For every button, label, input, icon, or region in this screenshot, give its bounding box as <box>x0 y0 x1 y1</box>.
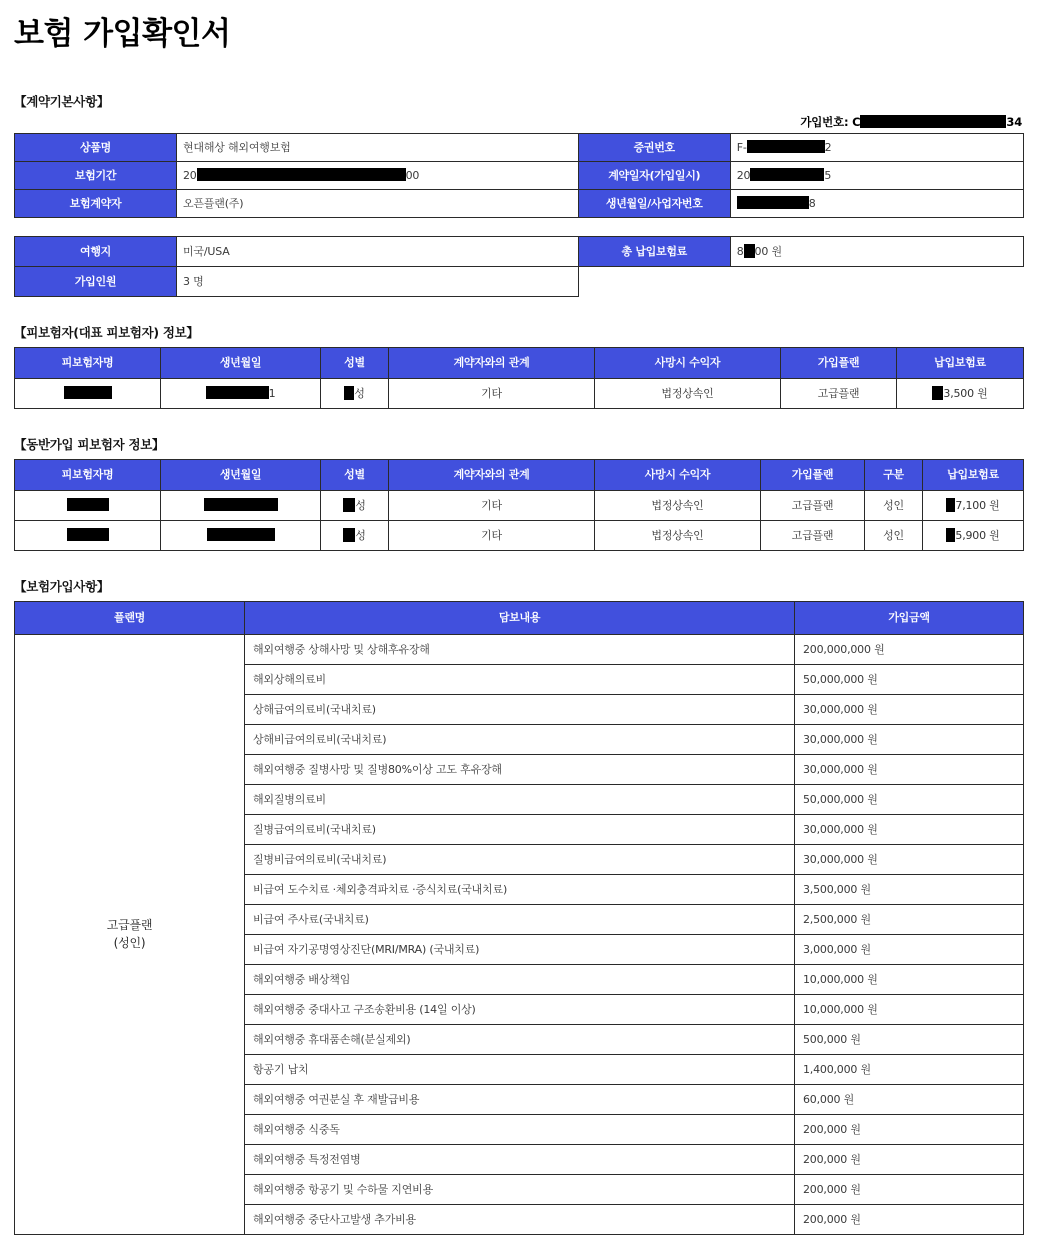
cell-insured-name <box>15 521 161 551</box>
certificate-number-suffix: 2 <box>824 140 832 154</box>
cell-coverage-amount: 10,000,000 원 <box>795 995 1024 1025</box>
row-value-total-premium <box>730 237 1023 267</box>
policy-number-label: 가입번호: C <box>800 115 861 130</box>
cell-coverage-amount: 500,000 원 <box>795 1025 1024 1055</box>
col-plan-name: 플랜명 <box>15 602 245 635</box>
row-label-contract-date: 계약일자(가입일시) <box>578 162 730 190</box>
row-value-policyholder: 오픈플랜(주) <box>177 190 579 218</box>
redaction-bar-birthdate <box>204 498 278 511</box>
cell-coverage-amount: 200,000 원 <box>795 1175 1024 1205</box>
cell-coverage-amount: 2,500,000 원 <box>795 905 1024 935</box>
table-row <box>578 134 1023 162</box>
cell-premium <box>923 491 1024 521</box>
trip-left <box>14 236 579 297</box>
contract-basics-block <box>14 133 1024 218</box>
row-label-total-premium: 총 납입보험료 <box>578 237 730 267</box>
cell-coverage-amount: 50,000,000 원 <box>795 665 1024 695</box>
col-plan: 가입플랜 <box>781 348 897 379</box>
row-value-birthdate-or-bizno <box>730 190 1023 218</box>
insured-companion-table <box>14 459 1024 551</box>
row-label-product-name: 상품명 <box>15 134 177 162</box>
cell-coverage-name: 해외여행중 특정전염병 <box>245 1145 795 1175</box>
col-beneficiary: 사망시 수익자 <box>595 348 781 379</box>
cell-coverage-name: 해외질병의료비 <box>245 785 795 815</box>
row-label-birthdate-or-bizno: 생년월일/사업자번호 <box>578 190 730 218</box>
table-row <box>15 267 579 297</box>
cell-coverage-name: 상해비급여의료비(국내치료) <box>245 725 795 755</box>
cell-coverage-name: 해외상해의료비 <box>245 665 795 695</box>
col-coverage-detail: 담보내용 <box>245 602 795 635</box>
col-plan: 가입플랜 <box>761 460 865 491</box>
row-label-certificate-number: 증권번호 <box>578 134 730 162</box>
cell-coverage-name: 해외여행중 휴대품손해(분실제외) <box>245 1025 795 1055</box>
redaction-bar-gender <box>344 386 354 400</box>
col-insured-name: 피보험자명 <box>15 348 161 379</box>
row-label-policyholder: 보험계약자 <box>15 190 177 218</box>
col-insured-name: 피보험자명 <box>15 460 161 491</box>
redaction-bar-birthdate <box>206 386 269 399</box>
table-row <box>15 190 579 218</box>
redaction-bar-certificate-number <box>747 140 825 153</box>
redaction-bar-insurance-period <box>197 168 406 181</box>
birthdate-suffix: 1 <box>268 386 276 400</box>
total-premium-suffix: 00 원 <box>754 244 782 258</box>
contract-date-prefix: 20 <box>736 168 751 182</box>
total-premium-table <box>578 236 1024 267</box>
insurance-period-suffix: 00 <box>405 168 420 182</box>
contract-date-suffix: 5 <box>824 168 832 182</box>
redaction-bar-insured-name <box>67 528 109 541</box>
section-heading-insured-main: 【피보험자(대표 피보험자) 정보】 <box>14 325 199 341</box>
row-value-destination: 미국/USA <box>177 237 579 267</box>
redaction-bar-insured-name <box>64 386 112 399</box>
table-row <box>15 162 579 190</box>
cell-plan: 고급플랜 <box>781 379 897 409</box>
col-premium: 납입보험료 <box>923 460 1024 491</box>
table-row <box>15 521 1024 551</box>
gender-suffix: 성 <box>354 386 365 400</box>
col-beneficiary: 사망시 수익자 <box>595 460 761 491</box>
premium-suffix: 5,900 원 <box>955 528 1000 542</box>
cell-coverage-name: 해외여행중 중대사고 구조송환비용 (14일 이상) <box>245 995 795 1025</box>
gender-suffix: 성 <box>355 528 366 542</box>
cell-coverage-amount: 200,000 원 <box>795 1145 1024 1175</box>
redaction-bar-gender <box>343 498 355 512</box>
cell-coverage-amount: 3,500,000 원 <box>795 875 1024 905</box>
coverage-table <box>14 601 1024 1235</box>
col-relation: 계약자와의 관계 <box>389 348 595 379</box>
row-label-destination: 여행지 <box>15 237 177 267</box>
row-value-product-name: 현대해상 해외여행보험 <box>177 134 579 162</box>
premium-suffix: 3,500 원 <box>943 386 988 400</box>
birthdate-or-bizno-suffix: 8 <box>808 196 816 210</box>
total-premium-prefix: 8 <box>736 244 744 258</box>
cell-coverage-amount: 200,000 원 <box>795 1115 1024 1145</box>
col-gender: 성별 <box>321 348 389 379</box>
cell-gender <box>321 379 389 409</box>
redaction-bar-gender <box>343 528 355 542</box>
cell-coverage-name: 비급여 자기공명영상진단(MRI/MRA) (국내치료) <box>245 935 795 965</box>
premium-suffix: 7,100 원 <box>955 498 1000 512</box>
trip-table <box>14 236 579 297</box>
cell-plan: 고급플랜 <box>761 521 865 551</box>
cell-beneficiary: 법정상속인 <box>595 379 781 409</box>
cell-coverage-name: 질병급여의료비(국내치료) <box>245 815 795 845</box>
cell-birthdate <box>161 521 321 551</box>
redaction-bar-insured-name <box>67 498 109 511</box>
policy-number <box>14 116 1024 130</box>
col-premium: 납입보험료 <box>897 348 1024 379</box>
cell-coverage-amount: 10,000,000 원 <box>795 965 1024 995</box>
cell-coverage-name: 질병비급여의료비(국내치료) <box>245 845 795 875</box>
cell-coverage-name: 상해급여의료비(국내치료) <box>245 695 795 725</box>
cell-category: 성인 <box>865 491 923 521</box>
cell-coverage-name: 해외여행중 항공기 및 수하물 지연비용 <box>245 1175 795 1205</box>
col-coverage-amount: 가입금액 <box>795 602 1024 635</box>
contract-basics-left <box>14 133 579 218</box>
cell-coverage-name: 비급여 주사료(국내치료) <box>245 905 795 935</box>
redaction-bar-total-premium <box>744 244 755 258</box>
table-row <box>578 190 1023 218</box>
certificate-number-prefix: F- <box>736 140 747 154</box>
trip-right <box>578 236 1024 297</box>
table-row <box>15 491 1024 521</box>
cell-coverage-name: 해외여행중 상해사망 및 상해후유장해 <box>245 635 795 665</box>
cell-beneficiary: 법정상속인 <box>595 521 761 551</box>
table-header-row <box>15 348 1024 379</box>
col-gender: 성별 <box>321 460 389 491</box>
cell-coverage-amount: 30,000,000 원 <box>795 695 1024 725</box>
row-label-member-count: 가입인원 <box>15 267 177 297</box>
cell-coverage-name: 항공기 납치 <box>245 1055 795 1085</box>
row-value-member-count: 3 명 <box>177 267 579 297</box>
redaction-bar-premium <box>946 528 955 542</box>
contract-basics-left-table <box>14 133 579 218</box>
cell-coverage-amount: 30,000,000 원 <box>795 845 1024 875</box>
trip-block <box>14 236 1024 297</box>
cell-coverage-amount: 200,000 원 <box>795 1205 1024 1235</box>
cell-plan-name <box>15 635 245 1235</box>
section-heading-coverage: 【보험가입사항】 <box>14 579 110 595</box>
cell-category: 성인 <box>865 521 923 551</box>
table-row <box>578 162 1023 190</box>
col-birthdate: 생년월일 <box>161 348 321 379</box>
cell-plan: 고급플랜 <box>761 491 865 521</box>
cell-birthdate <box>161 491 321 521</box>
redaction-bar-contract-date <box>750 168 824 181</box>
coverage-table-body <box>15 635 1024 1235</box>
plan-name-line1: 고급플랜 <box>106 918 153 933</box>
contract-basics-right-table <box>578 133 1024 218</box>
cell-coverage-name: 해외여행중 여권분실 후 재발급비용 <box>245 1085 795 1115</box>
cell-insured-name <box>15 491 161 521</box>
cell-gender <box>321 521 389 551</box>
redaction-bar-birthdate <box>207 528 275 541</box>
cell-coverage-name: 비급여 도수치료 ·체외충격파치료 ·증식치료(국내치료) <box>245 875 795 905</box>
cell-beneficiary: 법정상속인 <box>595 491 761 521</box>
insurance-period-prefix: 20 <box>183 168 197 182</box>
col-category: 구분 <box>865 460 923 491</box>
redaction-bar-premium <box>932 386 943 400</box>
redaction-bar-policy-number <box>860 115 1006 128</box>
insured-main-table <box>14 347 1024 409</box>
table-header-row <box>15 602 1024 635</box>
cell-premium <box>923 521 1024 551</box>
table-header-row <box>15 460 1024 491</box>
cell-birthdate <box>161 379 321 409</box>
cell-relation: 기타 <box>389 491 595 521</box>
contract-basics-right <box>578 133 1024 218</box>
cell-coverage-name: 해외여행중 배상책임 <box>245 965 795 995</box>
cell-relation: 기타 <box>389 379 595 409</box>
cell-coverage-name: 해외여행중 중단사고발생 추가비용 <box>245 1205 795 1235</box>
section-heading-contract-basics: 【계약기본사항】 <box>14 94 110 110</box>
cell-coverage-amount: 200,000,000 원 <box>795 635 1024 665</box>
page-title: 보험 가입확인서 <box>14 16 231 52</box>
row-label-insurance-period: 보험기간 <box>15 162 177 190</box>
cell-coverage-amount: 30,000,000 원 <box>795 755 1024 785</box>
cell-coverage-name: 해외여행중 질병사망 및 질병80%이상 고도 후유장해 <box>245 755 795 785</box>
table-row <box>15 237 579 267</box>
plan-name-line2: (성인) <box>113 935 146 950</box>
section-heading-insured-companion: 【동반가입 피보험자 정보】 <box>14 437 165 453</box>
cell-coverage-amount: 30,000,000 원 <box>795 815 1024 845</box>
gender-suffix: 성 <box>355 498 366 512</box>
row-value-contract-date <box>730 162 1023 190</box>
cell-coverage-amount: 30,000,000 원 <box>795 725 1024 755</box>
cell-relation: 기타 <box>389 521 595 551</box>
redaction-bar-birthdate-or-bizno <box>737 196 809 209</box>
cell-insured-name <box>15 379 161 409</box>
cell-coverage-amount: 3,000,000 원 <box>795 935 1024 965</box>
cell-coverage-amount: 60,000 원 <box>795 1085 1024 1115</box>
cell-coverage-amount: 50,000,000 원 <box>795 785 1024 815</box>
row-value-certificate-number <box>730 134 1023 162</box>
cell-coverage-amount: 1,400,000 원 <box>795 1055 1024 1085</box>
row-value-insurance-period <box>177 162 579 190</box>
col-relation: 계약자와의 관계 <box>389 460 595 491</box>
col-birthdate: 생년월일 <box>161 460 321 491</box>
redaction-bar-premium <box>946 498 955 512</box>
table-row <box>15 134 579 162</box>
table-row <box>15 635 1024 665</box>
table-row <box>15 379 1024 409</box>
policy-number-suffix: 34 <box>1006 115 1022 130</box>
cell-coverage-name: 해외여행중 식중독 <box>245 1115 795 1145</box>
cell-gender <box>321 491 389 521</box>
cell-premium <box>897 379 1024 409</box>
